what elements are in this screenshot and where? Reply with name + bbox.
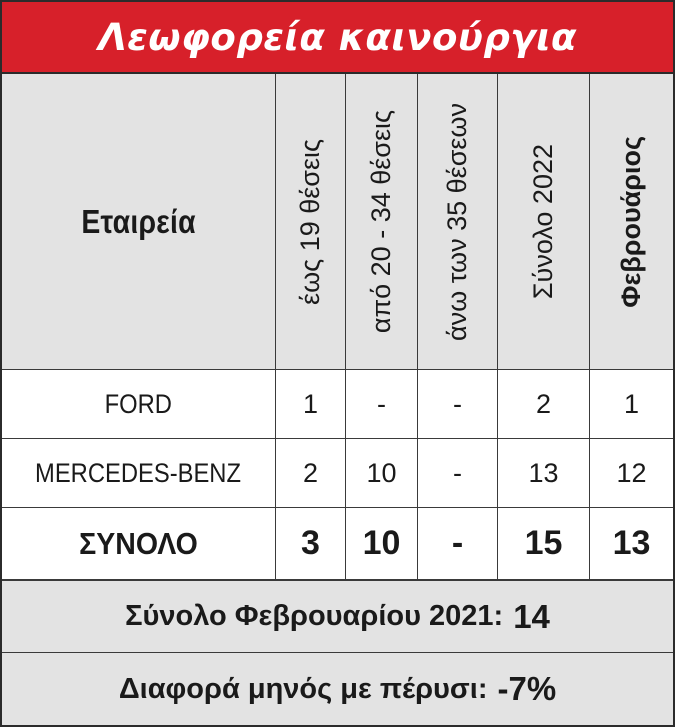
company-cell bbox=[2, 439, 276, 507]
total-value-cell: 3 bbox=[276, 508, 346, 579]
february-2021-label: Σύνολο Φεβρουαρίου 2021: bbox=[125, 600, 504, 632]
header-over-35-seats-label: άνω των 35 θέσεων bbox=[442, 102, 472, 341]
header-20-34-seats bbox=[346, 74, 418, 369]
value-cell: - bbox=[418, 370, 498, 438]
value-cell: 2 bbox=[498, 370, 590, 438]
february-2021-summary bbox=[2, 580, 673, 652]
header-february bbox=[590, 74, 673, 369]
header-up-to-19-seats-label: έως 19 θέσεις bbox=[295, 138, 325, 305]
total-value-cell: - bbox=[418, 508, 498, 579]
header-row bbox=[2, 74, 673, 370]
header-total-2022-label: Σύνολο 2022 bbox=[528, 143, 558, 300]
header-up-to-19-seats bbox=[276, 74, 346, 369]
february-2021-value: 14 bbox=[513, 597, 550, 635]
value-cell: 10 bbox=[346, 439, 418, 507]
table-title: Λεωφορεία καινούργια bbox=[2, 2, 673, 74]
header-total-2022 bbox=[498, 74, 590, 369]
company-cell bbox=[2, 370, 276, 438]
value-cell: - bbox=[418, 439, 498, 507]
header-company bbox=[2, 74, 276, 369]
header-20-34-seats-label: από 20 - 34 θέσεις bbox=[366, 109, 396, 334]
header-february-label: Φεβρουάριος bbox=[616, 135, 646, 308]
table-row bbox=[2, 439, 673, 508]
company-name: FORD bbox=[104, 388, 173, 419]
header-over-35-seats bbox=[418, 74, 498, 369]
yearly-difference-label: Διαφορά μηνός με πέρυσι: bbox=[118, 672, 488, 705]
header-company-label: Εταιρεία bbox=[81, 202, 196, 240]
value-cell: 12 bbox=[616, 457, 647, 488]
total-value-cell: 10 bbox=[346, 508, 418, 579]
yearly-difference-value: -7% bbox=[497, 670, 557, 707]
company-name: MERCEDES-BENZ bbox=[35, 457, 242, 488]
yearly-difference-summary bbox=[2, 652, 673, 725]
value-cell: 13 bbox=[498, 439, 590, 507]
total-row bbox=[2, 508, 673, 580]
value-cell: 1 bbox=[276, 370, 346, 438]
value-cell: 1 bbox=[623, 388, 640, 419]
value-cell: 2 bbox=[276, 439, 346, 507]
total-label: ΣΥΝΟΛΟ bbox=[79, 525, 198, 561]
total-value-cell: 15 bbox=[498, 508, 590, 579]
value-cell: - bbox=[346, 370, 418, 438]
total-label-cell bbox=[2, 508, 276, 579]
total-value-cell: 13 bbox=[612, 524, 651, 562]
table-row bbox=[2, 370, 673, 439]
